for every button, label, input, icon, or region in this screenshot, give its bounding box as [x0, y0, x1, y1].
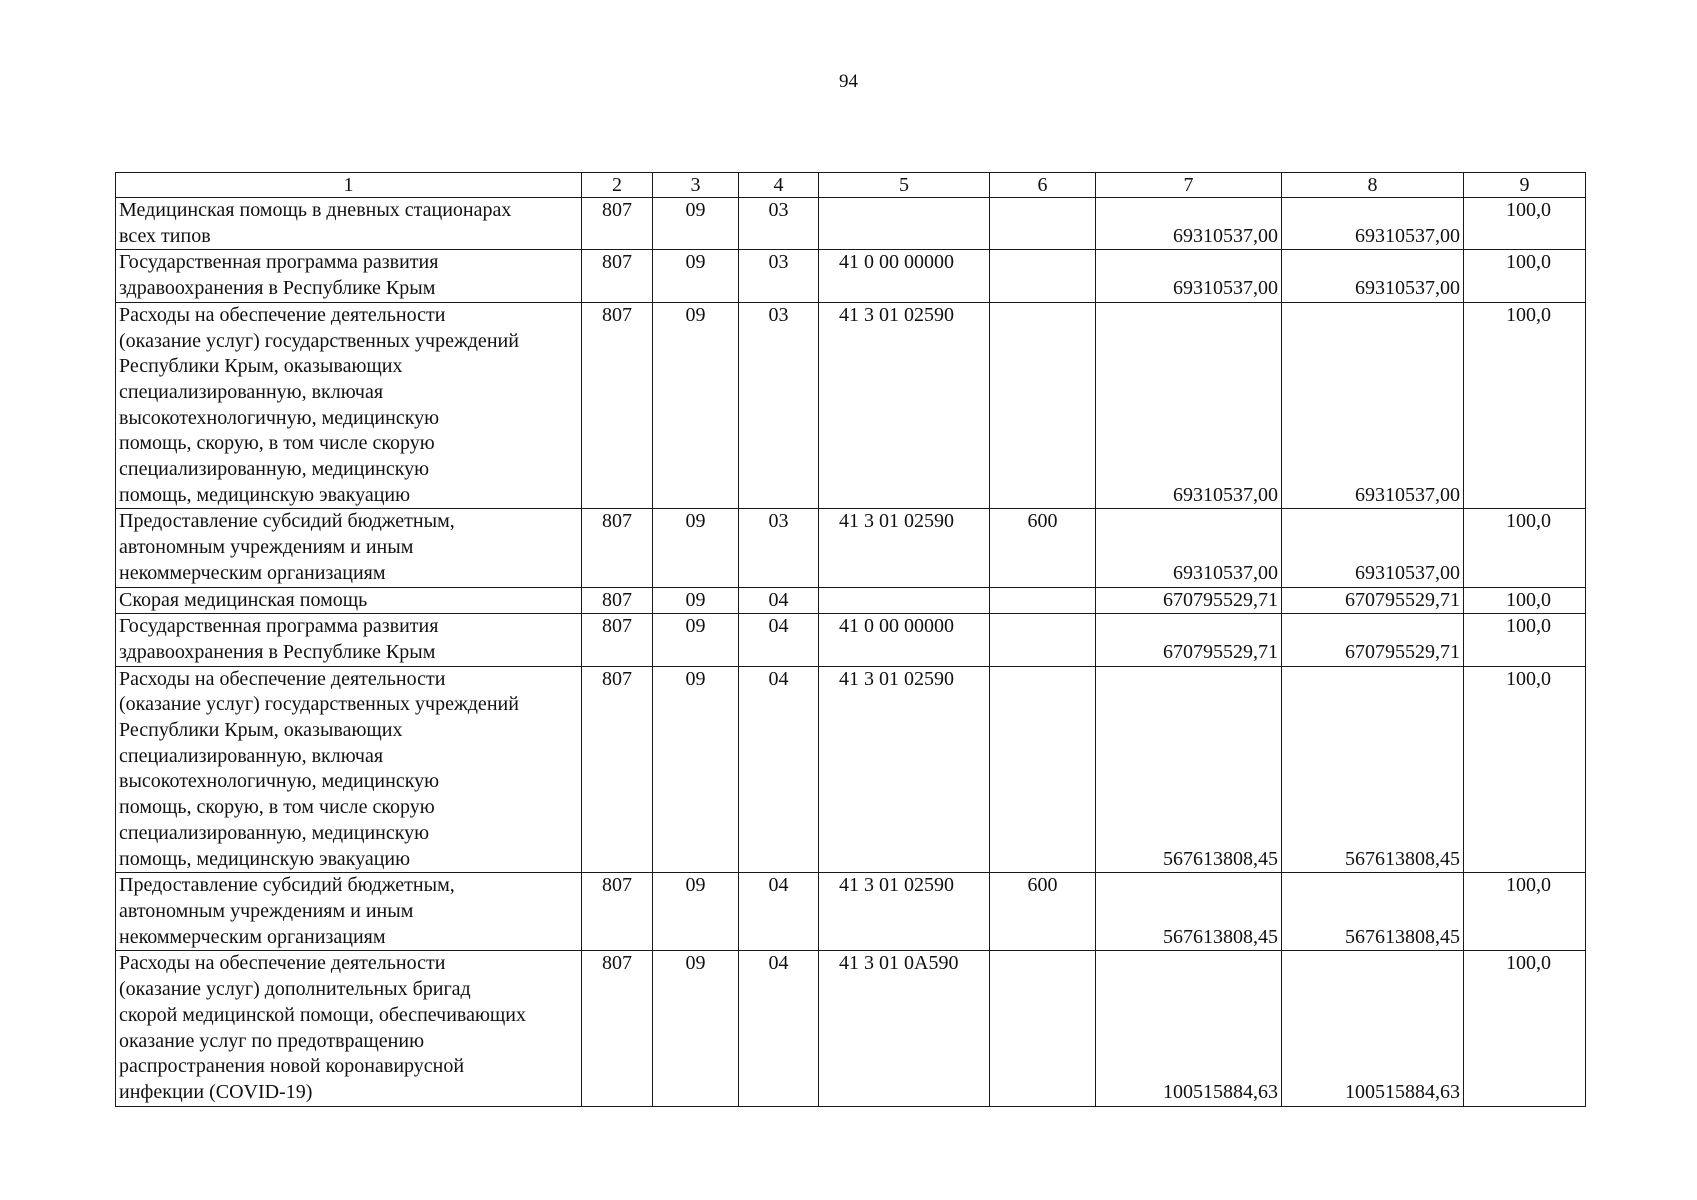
expense-type-cell: [990, 666, 1096, 873]
execution-percent-cell: 100,0: [1464, 614, 1586, 666]
section-code-cell: 09: [653, 587, 739, 614]
section-code-cell: 09: [653, 198, 739, 250]
subsection-code-cell: 04: [739, 587, 819, 614]
expense-name-cell: Расходы на обеспечение деятельности (оказание услуг) государственных учреждений Республики Крым, оказывающих специализированную, включая высокотехнологичную, медицинскую помощь, скорую, в том числе скорую специализированную, медицинскую помощь, медицинскую эвакуацию: [116, 302, 582, 509]
expense-name-cell: Расходы на обеспечение деятельности (оказание услуг) государственных учреждений Республики Крым, оказывающих специализированную, включая высокотехнологичную, медицинскую помощь, скорую, в том числе скорую специализированную, медицинскую помощь, медицинскую эвакуацию: [116, 666, 582, 873]
execution-percent-cell: 100,0: [1464, 951, 1586, 1106]
execution-percent-cell: 100,0: [1464, 587, 1586, 614]
column-header: 4: [739, 173, 819, 198]
table-row: [116, 587, 1586, 614]
table-row: [116, 302, 1586, 509]
subsection-code-cell: 04: [739, 614, 819, 666]
planned-amount-cell: 100515884,63: [1096, 951, 1282, 1106]
budget-table: [115, 172, 1586, 1107]
expense-name-cell: Предоставление субсидий бюджетным, автономным учреждениям и иным некоммерческим организациям: [116, 509, 582, 587]
planned-amount-cell: 69310537,00: [1096, 198, 1282, 250]
subsection-code-cell: 04: [739, 951, 819, 1106]
target-article-cell: 41 3 01 02590: [819, 509, 990, 587]
planned-amount-cell: 69310537,00: [1096, 509, 1282, 587]
expense-type-cell: [990, 587, 1096, 614]
execution-percent-cell: 100,0: [1464, 873, 1586, 951]
section-code-cell: 09: [653, 666, 739, 873]
subsection-code-cell: 03: [739, 302, 819, 509]
target-article-cell: 41 0 00 00000: [819, 614, 990, 666]
column-header: 7: [1096, 173, 1282, 198]
section-code-cell: 09: [653, 302, 739, 509]
execution-percent-cell: 100,0: [1464, 509, 1586, 587]
executed-amount-cell: 670795529,71: [1282, 614, 1464, 666]
subsection-code-cell: 04: [739, 873, 819, 951]
grbs-code-cell: 807: [582, 951, 653, 1106]
section-code-cell: 09: [653, 951, 739, 1106]
expense-type-cell: [990, 198, 1096, 250]
expense-name-cell: Медицинская помощь в дневных стационарах всех типов: [116, 198, 582, 250]
execution-percent-cell: 100,0: [1464, 198, 1586, 250]
target-article-cell: 41 3 01 02590: [819, 666, 990, 873]
expense-name-cell: Скорая медицинская помощь: [116, 587, 582, 614]
table-row: [116, 198, 1586, 250]
planned-amount-cell: 567613808,45: [1096, 666, 1282, 873]
column-header: 9: [1464, 173, 1586, 198]
planned-amount-cell: 567613808,45: [1096, 873, 1282, 951]
subsection-code-cell: 03: [739, 250, 819, 302]
grbs-code-cell: 807: [582, 198, 653, 250]
column-header: 1: [116, 173, 582, 198]
grbs-code-cell: 807: [582, 666, 653, 873]
table-row: [116, 666, 1586, 873]
target-article-cell: 41 3 01 02590: [819, 302, 990, 509]
column-header: 8: [1282, 173, 1464, 198]
expense-type-cell: [990, 250, 1096, 302]
table-row: [116, 951, 1586, 1106]
grbs-code-cell: 807: [582, 302, 653, 509]
expense-type-cell: 600: [990, 873, 1096, 951]
expense-type-cell: [990, 951, 1096, 1106]
planned-amount-cell: 69310537,00: [1096, 250, 1282, 302]
table-row: [116, 509, 1586, 587]
section-code-cell: 09: [653, 614, 739, 666]
table-row: [116, 873, 1586, 951]
expense-type-cell: 600: [990, 509, 1096, 587]
grbs-code-cell: 807: [582, 509, 653, 587]
table-row: [116, 250, 1586, 302]
execution-percent-cell: 100,0: [1464, 302, 1586, 509]
planned-amount-cell: 69310537,00: [1096, 302, 1282, 509]
subsection-code-cell: 03: [739, 509, 819, 587]
target-article-cell: 41 3 01 0А590: [819, 951, 990, 1106]
executed-amount-cell: 69310537,00: [1282, 250, 1464, 302]
expense-name-cell: Государственная программа развития здравоохранения в Республике Крым: [116, 614, 582, 666]
executed-amount-cell: 100515884,63: [1282, 951, 1464, 1106]
expense-name-cell: Расходы на обеспечение деятельности (оказание услуг) дополнительных бригад скорой медицинской помощи, обеспечивающих оказание услуг по предотвращению распространения новой коронавирусной инфекции (COVID-19): [116, 951, 582, 1106]
table-row: [116, 614, 1586, 666]
expense-type-cell: [990, 614, 1096, 666]
section-code-cell: 09: [653, 873, 739, 951]
grbs-code-cell: 807: [582, 250, 653, 302]
subsection-code-cell: 03: [739, 198, 819, 250]
page-number: 94: [839, 71, 858, 92]
column-header: 5: [819, 173, 990, 198]
subsection-code-cell: 04: [739, 666, 819, 873]
planned-amount-cell: 670795529,71: [1096, 587, 1282, 614]
target-article-cell: 41 3 01 02590: [819, 873, 990, 951]
section-code-cell: 09: [653, 509, 739, 587]
grbs-code-cell: 807: [582, 873, 653, 951]
section-code-cell: 09: [653, 250, 739, 302]
column-header: 2: [582, 173, 653, 198]
planned-amount-cell: 670795529,71: [1096, 614, 1282, 666]
grbs-code-cell: 807: [582, 587, 653, 614]
expense-name-cell: Предоставление субсидий бюджетным, автономным учреждениям и иным некоммерческим организациям: [116, 873, 582, 951]
target-article-cell: [819, 587, 990, 614]
target-article-cell: [819, 198, 990, 250]
executed-amount-cell: 670795529,71: [1282, 587, 1464, 614]
grbs-code-cell: 807: [582, 614, 653, 666]
executed-amount-cell: 69310537,00: [1282, 302, 1464, 509]
execution-percent-cell: 100,0: [1464, 666, 1586, 873]
executed-amount-cell: 567613808,45: [1282, 873, 1464, 951]
executed-amount-cell: 69310537,00: [1282, 509, 1464, 587]
execution-percent-cell: 100,0: [1464, 250, 1586, 302]
executed-amount-cell: 69310537,00: [1282, 198, 1464, 250]
expense-name-cell: Государственная программа развития здравоохранения в Республике Крым: [116, 250, 582, 302]
table-header-row: [116, 173, 1586, 198]
column-header: 6: [990, 173, 1096, 198]
expense-type-cell: [990, 302, 1096, 509]
target-article-cell: 41 0 00 00000: [819, 250, 990, 302]
column-header: 3: [653, 173, 739, 198]
executed-amount-cell: 567613808,45: [1282, 666, 1464, 873]
